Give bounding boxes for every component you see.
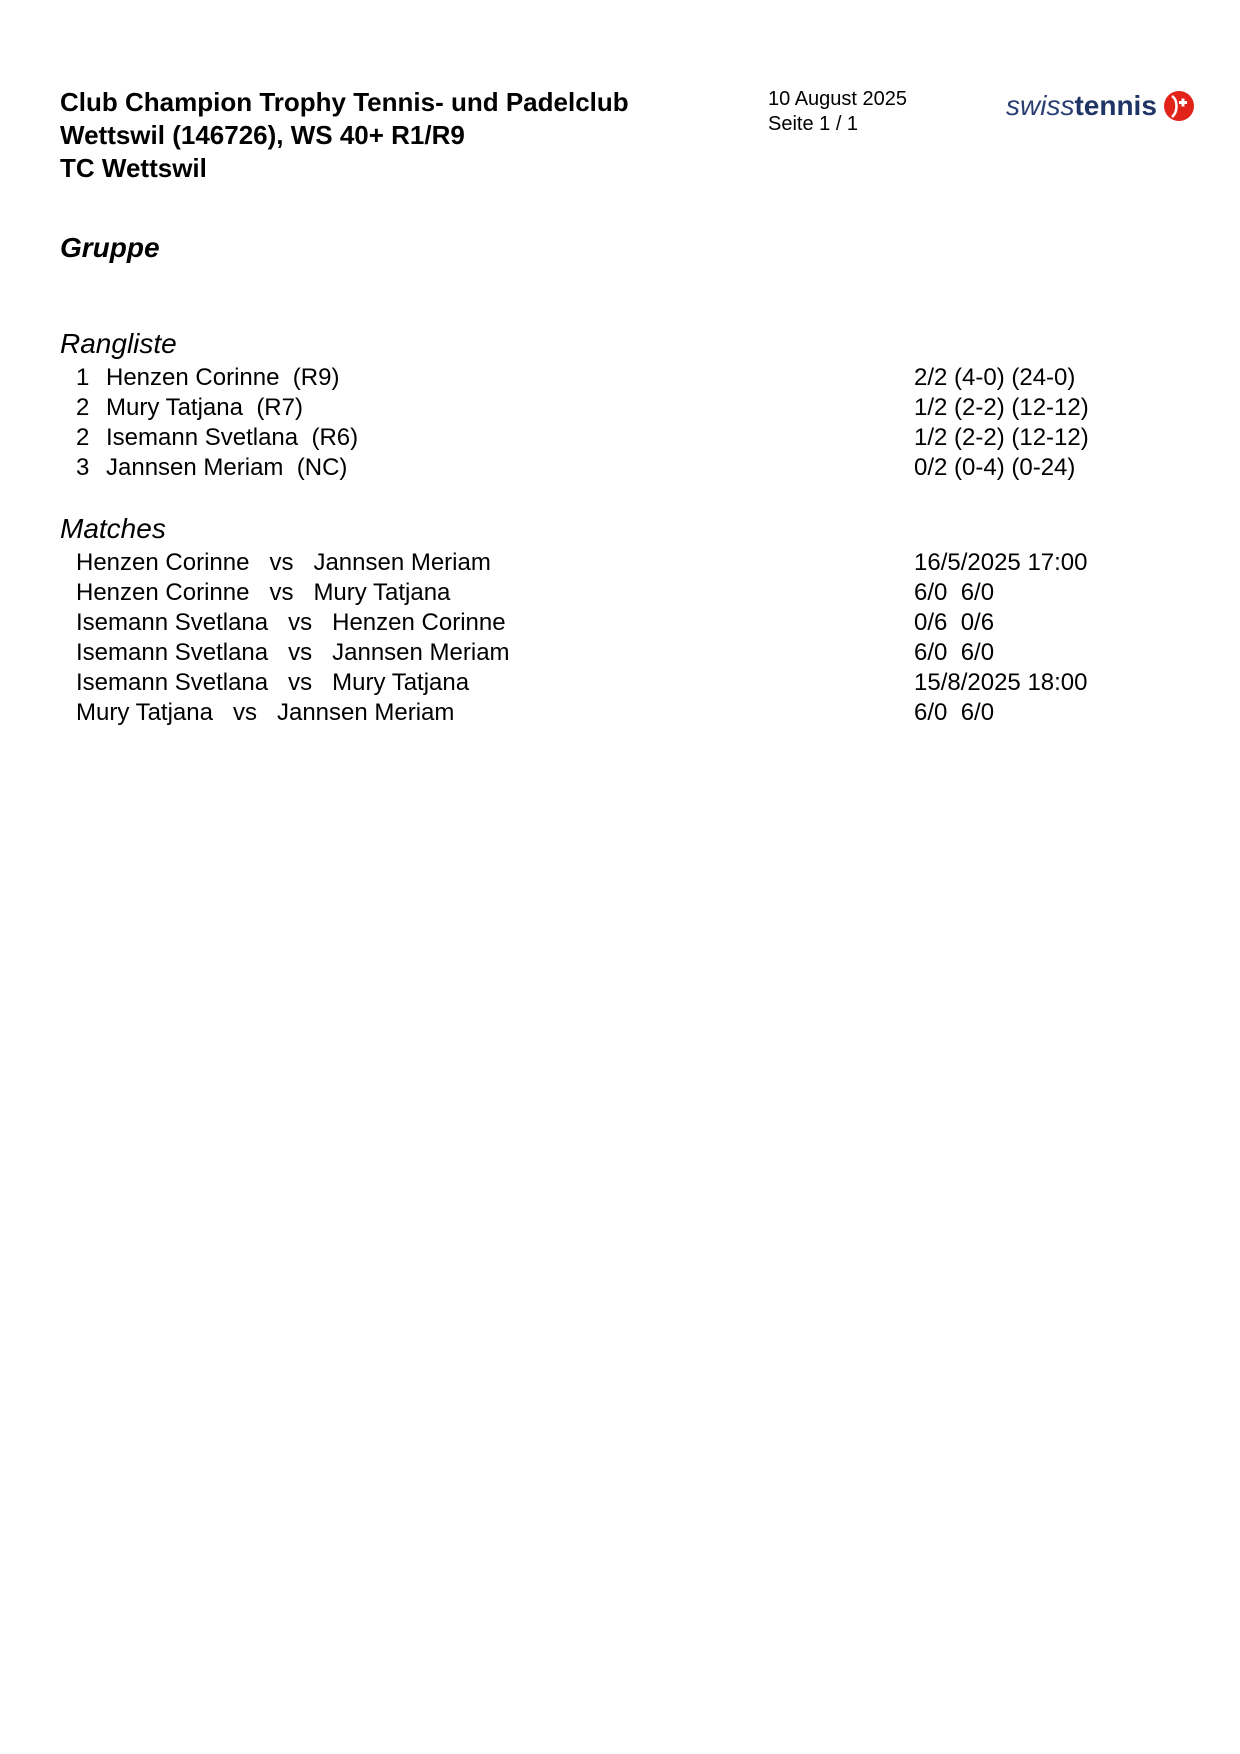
title-line-2: Wettswil (146726), WS 40+ R1/R9 bbox=[60, 120, 465, 150]
player-class: (R9) bbox=[292, 364, 340, 391]
match-player-2: Jannsen Meriam bbox=[276, 699, 455, 726]
match-row bbox=[0, 548, 1240, 578]
match-vs: vs bbox=[288, 669, 313, 696]
player-name-text: Mury Tatjana bbox=[106, 394, 243, 421]
matches-list bbox=[0, 548, 1240, 728]
page-number: Seite 1 / 1 bbox=[768, 113, 859, 135]
match-result: 0/6 0/6 bbox=[914, 609, 995, 636]
title-line-3: TC Wettswil bbox=[60, 153, 207, 183]
match-vs: vs bbox=[232, 699, 257, 726]
rank-number: 2 bbox=[76, 394, 90, 421]
document-title bbox=[60, 86, 760, 185]
swisstennis-logo bbox=[1006, 86, 1195, 126]
match-players bbox=[76, 608, 506, 638]
match-row bbox=[0, 608, 1240, 638]
match-player-2: Jannsen Meriam bbox=[332, 639, 510, 666]
match-player-2: Henzen Corinne bbox=[332, 609, 506, 636]
match-row bbox=[0, 668, 1240, 698]
match-players bbox=[76, 698, 454, 728]
player-score: 1/2 (2-2) (12-12) bbox=[914, 424, 1089, 451]
match-vs: vs bbox=[269, 549, 294, 576]
match-players bbox=[76, 578, 450, 608]
match-row bbox=[0, 638, 1240, 668]
match-player-2: Jannsen Meriam bbox=[313, 549, 491, 576]
match-player-1: Henzen Corinne bbox=[76, 549, 250, 576]
player-class: (NC) bbox=[296, 454, 348, 481]
match-player-1: Isemann Svetlana bbox=[76, 639, 269, 666]
match-player-2: Mury Tatjana bbox=[313, 579, 451, 606]
player-name bbox=[106, 423, 358, 453]
match-result: 16/5/2025 17:00 bbox=[914, 549, 1088, 576]
match-row bbox=[0, 698, 1240, 728]
player-score: 0/2 (0-4) (0-24) bbox=[914, 454, 1076, 481]
logo-text-light: swiss bbox=[1006, 90, 1075, 121]
ranking-row bbox=[0, 363, 1240, 393]
match-result: 15/8/2025 18:00 bbox=[914, 669, 1088, 696]
ranking-row bbox=[0, 393, 1240, 423]
player-name-text: Jannsen Meriam bbox=[106, 454, 284, 481]
group-heading: Gruppe bbox=[60, 232, 160, 263]
player-score: 1/2 (2-2) (12-12) bbox=[914, 394, 1089, 421]
match-vs: vs bbox=[288, 639, 313, 666]
title-line-1: Club Champion Trophy Tennis- und Padelclub bbox=[60, 87, 629, 117]
ranking-list bbox=[0, 363, 1240, 483]
match-result: 6/0 6/0 bbox=[914, 639, 995, 666]
ranking-heading: Rangliste bbox=[60, 328, 177, 359]
match-vs: vs bbox=[288, 609, 313, 636]
player-name bbox=[106, 363, 339, 393]
match-player-1: Isemann Svetlana bbox=[76, 669, 269, 696]
player-name-text: Isemann Svetlana bbox=[106, 424, 299, 451]
match-result: 6/0 6/0 bbox=[914, 699, 995, 726]
matches-heading: Matches bbox=[60, 513, 166, 544]
document-meta bbox=[768, 87, 907, 137]
match-row bbox=[0, 578, 1240, 608]
match-players bbox=[76, 668, 469, 698]
match-vs: vs bbox=[269, 579, 294, 606]
match-player-2: Mury Tatjana bbox=[332, 669, 470, 696]
swisstennis-ball-icon bbox=[1163, 90, 1195, 122]
player-score: 2/2 (4-0) (24-0) bbox=[914, 364, 1076, 391]
player-name bbox=[106, 393, 303, 423]
document-date: 10 August 2025 bbox=[768, 88, 908, 110]
ranking-row bbox=[0, 453, 1240, 483]
player-class: (R7) bbox=[256, 394, 303, 421]
match-player-1: Mury Tatjana bbox=[76, 699, 213, 726]
player-name-text: Henzen Corinne bbox=[106, 364, 280, 391]
rank-number: 1 bbox=[76, 364, 90, 391]
logo-text-bold: tennis bbox=[1074, 90, 1157, 121]
ranking-row bbox=[0, 423, 1240, 453]
match-players bbox=[76, 548, 491, 578]
rank-number: 2 bbox=[76, 424, 90, 451]
match-player-1: Henzen Corinne bbox=[76, 579, 250, 606]
match-players bbox=[76, 638, 510, 668]
match-player-1: Isemann Svetlana bbox=[76, 609, 269, 636]
player-class: (R6) bbox=[311, 424, 359, 451]
match-result: 6/0 6/0 bbox=[914, 579, 995, 606]
player-name bbox=[106, 453, 347, 483]
logo-text bbox=[1006, 90, 1157, 122]
rank-number: 3 bbox=[76, 454, 90, 481]
